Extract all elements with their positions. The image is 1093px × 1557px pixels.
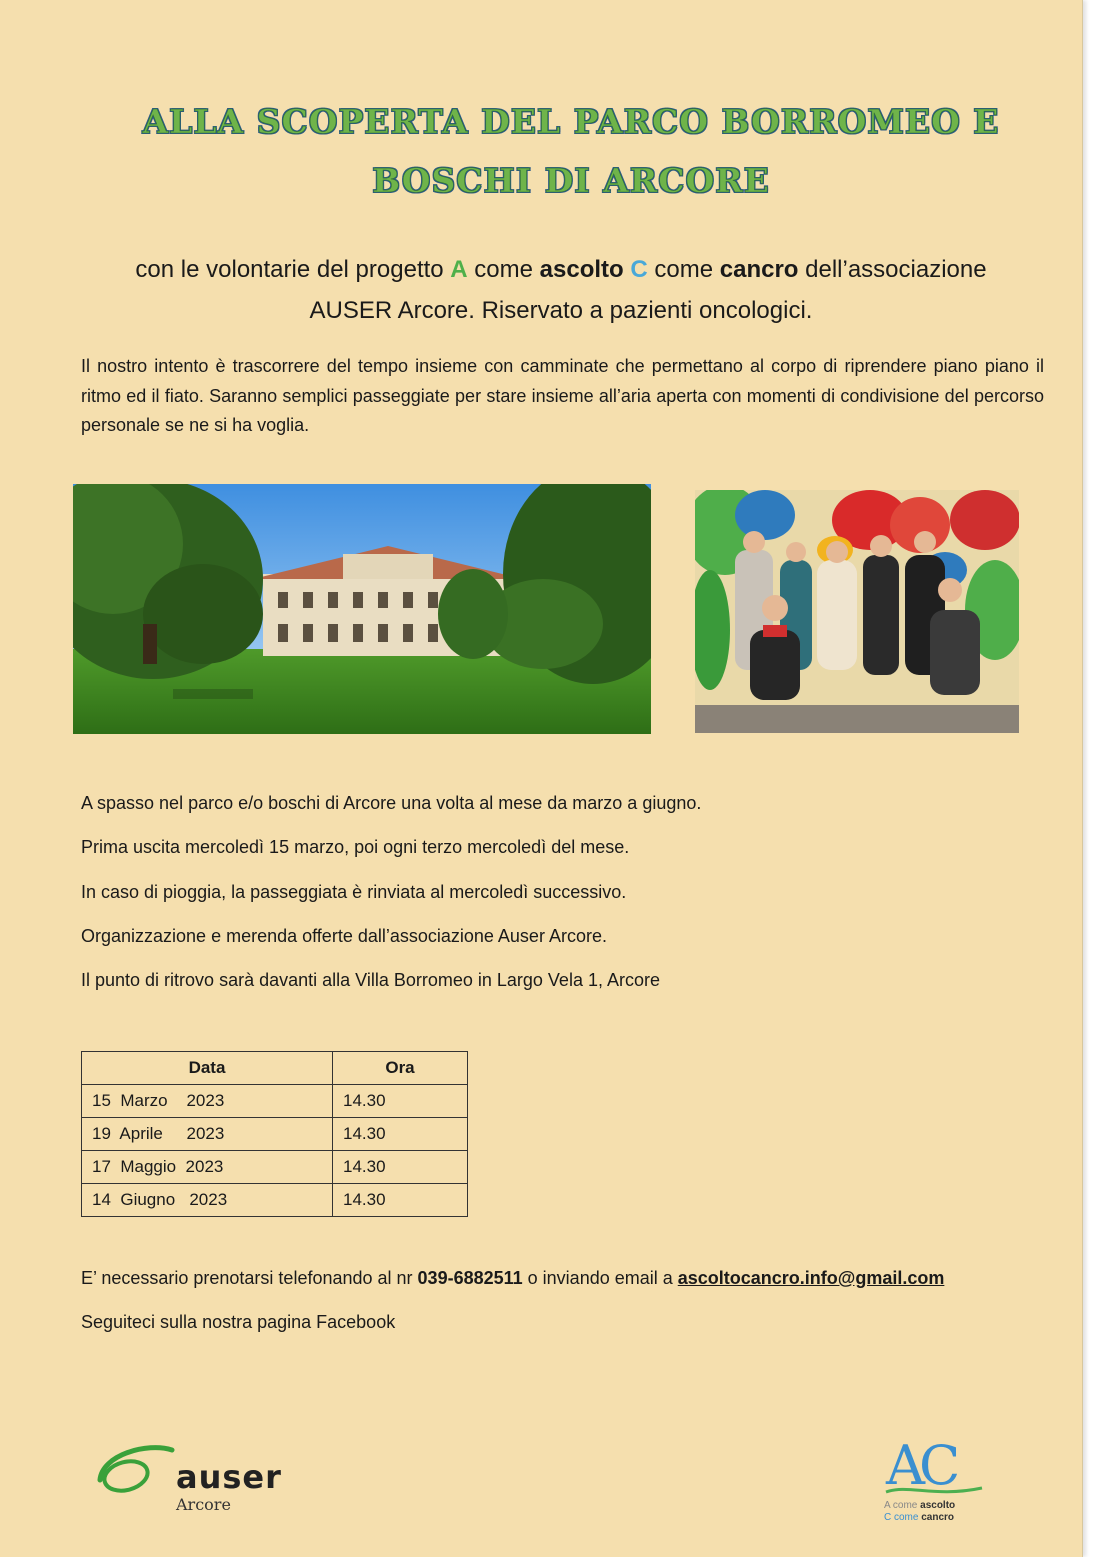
subtitle-line-1 — [40, 250, 1082, 290]
ac-line-2 — [884, 1512, 955, 1524]
time-cell: 14.30 — [333, 1118, 468, 1151]
date-cell: 19 Aprile 2023 — [82, 1118, 333, 1151]
auser-name: auser — [176, 1458, 282, 1496]
title-line-1: ALLA SCOPERTA DEL PARCO BORROMEO E — [142, 102, 1000, 141]
time-cell: 14.30 — [333, 1085, 468, 1118]
ac-text-c: C come — [884, 1512, 922, 1523]
date-cell: 15 Marzo 2023 — [82, 1085, 333, 1118]
date-cell: 17 Maggio 2023 — [82, 1151, 333, 1184]
date-cell: 14 Giugno 2023 — [82, 1184, 333, 1217]
ac-logo-text — [884, 1500, 955, 1524]
table-row — [82, 1118, 468, 1151]
phone-number[interactable]: 039-6882511 — [417, 1268, 523, 1288]
ac-line-1 — [884, 1500, 955, 1512]
time-cell: 14.30 — [333, 1151, 468, 1184]
word-cancro: cancro — [719, 256, 799, 283]
table-header-row — [82, 1052, 468, 1085]
villa-illustration — [73, 484, 651, 734]
email-link[interactable]: ascoltocancro.info@gmail.com — [677, 1268, 945, 1288]
group-illustration — [695, 490, 1019, 733]
contact-line — [81, 1266, 944, 1290]
detail-line-4: Organizzazione e merenda offerte dall’associazione Auser Arcore. — [81, 926, 607, 946]
auser-city: Arcore — [176, 1495, 231, 1514]
villa-photo — [73, 484, 651, 734]
contact-text: E’ necessario prenotarsi telefonando al nr — [81, 1268, 418, 1288]
letter-a: A — [450, 256, 468, 283]
auser-swoosh-icon — [92, 1440, 182, 1500]
word-ascolto: ascolto — [539, 256, 624, 283]
title-line-2: BOSCHI DI ARCORE — [372, 161, 770, 200]
table-row — [82, 1151, 468, 1184]
subtitle-text: come — [467, 256, 540, 283]
detail-line-1: A spasso nel parco e/o boschi di Arcore una volta al mese da marzo a giugno. — [81, 793, 702, 813]
subtitle-line-2: AUSER Arcore. Riservato a pazienti oncologici. — [309, 297, 813, 324]
time-cell: 14.30 — [333, 1184, 468, 1217]
table-row — [82, 1085, 468, 1118]
detail-line-2: Prima uscita mercoledì 15 marzo, poi ogni terzo mercoledì del mese. — [81, 837, 630, 857]
subtitle-text: come — [647, 256, 720, 283]
facebook-line: Seguiteci sulla nostra pagina Facebook — [81, 1312, 396, 1332]
ac-wave-icon — [884, 1484, 984, 1498]
subtitle-text: con le volontarie del progetto — [135, 256, 451, 283]
group-photo — [695, 490, 1019, 733]
header-data: Data — [82, 1052, 333, 1085]
detail-line-3: In caso di pioggia, la passeggiata è rinviata al mercoledì successivo. — [81, 882, 627, 902]
intro-paragraph: Il nostro intento è trascorrere del tempo insieme con camminate che permettano al corpo di riprendere piano piano il ritmo ed il fiato. Saranno semplici passeggiate per stare insieme all’aria aperta con momenti di condivisione del percorso personale se ne si ha voglia. — [81, 356, 1044, 435]
detail-line-5: Il punto di ritrovo sarà davanti alla Villa Borromeo in Largo Vela 1, Arcore — [81, 970, 660, 990]
auser-logo — [92, 1436, 322, 1518]
ac-text-ascolto: ascolto — [920, 1500, 956, 1511]
letter-c: C — [630, 256, 648, 283]
table-row — [82, 1184, 468, 1217]
ac-text-a: A come — [884, 1500, 921, 1511]
header-ora: Ora — [333, 1052, 468, 1085]
contact-text: o inviando email a — [522, 1268, 678, 1288]
ac-text-cancro: cancro — [921, 1512, 955, 1523]
schedule-table — [81, 1051, 468, 1217]
ac-logo — [882, 1434, 992, 1528]
subtitle-text: dell’associazione — [798, 256, 987, 283]
ac-logo-mark: AC — [886, 1434, 955, 1497]
